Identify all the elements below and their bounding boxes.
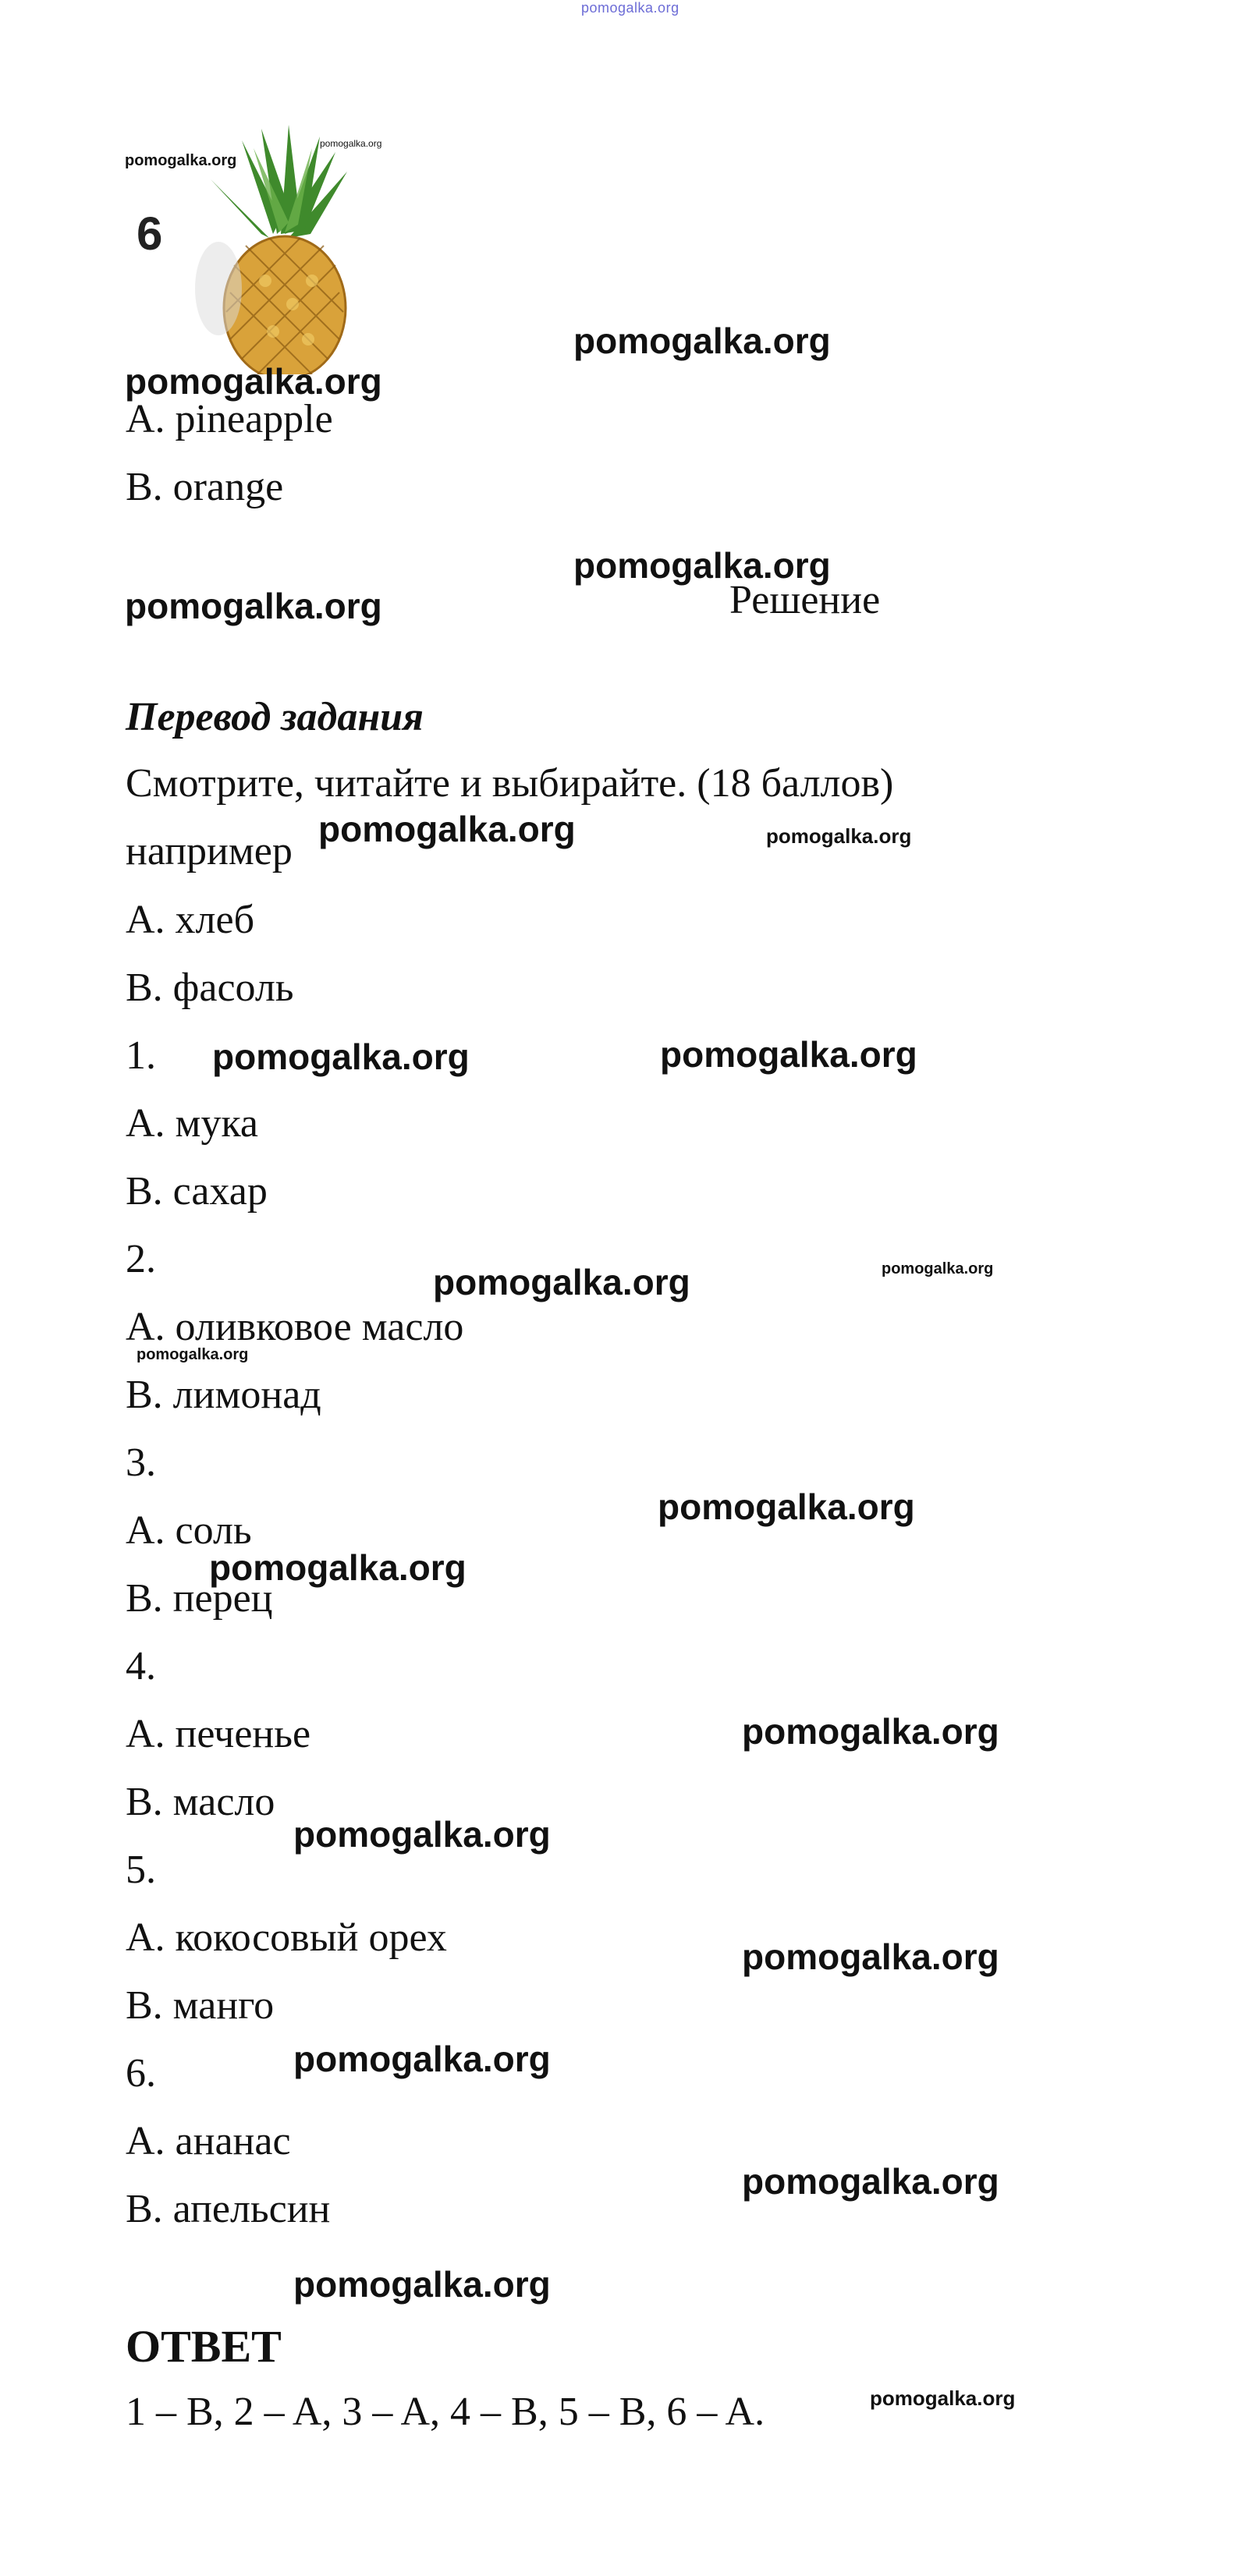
watermark: pomogalka.org (766, 824, 912, 848)
watermark: pomogalka.org (573, 321, 831, 361)
translation-line: А. печенье (126, 1712, 311, 1756)
watermark: pomogalka.org (293, 1814, 551, 1855)
translation-line: В. сахар (126, 1169, 268, 1214)
watermark: pomogalka.org (882, 1260, 994, 1277)
watermark: pomogalka.org (137, 1346, 249, 1363)
translation-line: 6. (126, 2051, 156, 2096)
solution-title: Решение (729, 578, 881, 622)
option-b-orange: B. orange (126, 465, 284, 509)
translation-line: А. оливковое масло (126, 1305, 464, 1349)
translation-line: 3. (126, 1440, 156, 1485)
translation-line: 1. (126, 1033, 156, 1078)
watermark: pomogalka.org (870, 2386, 1016, 2410)
watermark: pomogalka.org (742, 2161, 999, 2202)
translation-line: В. апельсин (126, 2187, 331, 2231)
example-label: например (126, 829, 293, 873)
watermark: pomogalka.org (660, 1034, 917, 1075)
watermark: pomogalka.org (742, 1711, 999, 1752)
watermark: pomogalka.org (658, 1486, 915, 1527)
header-site-link[interactable]: pomogalka.org (581, 0, 679, 16)
translation-line: 2. (126, 1237, 156, 1281)
translation-line: А. соль (126, 1508, 252, 1553)
watermark: pomogalka.org (433, 1262, 690, 1302)
watermark: pomogalka.org (125, 361, 382, 402)
translation-line: В. перец (126, 1576, 273, 1621)
watermark: pomogalka.org (293, 2264, 551, 2305)
translation-line: А. хлеб (126, 898, 255, 942)
translation-line: А. кокосовый орех (126, 1915, 447, 1960)
translation-line: А. мука (126, 1101, 259, 1146)
answer-text: 1 – B, 2 – A, 3 – A, 4 – B, 5 – B, 6 – A. (126, 2390, 765, 2434)
task-number: 6 (137, 207, 163, 260)
watermark: pomogalka.org (293, 2039, 551, 2079)
watermark: pomogalka.org (320, 138, 382, 149)
watermark: pomogalka.org (318, 809, 576, 849)
translation-heading: Перевод задания (126, 695, 424, 739)
translation-line: В. фасоль (126, 966, 294, 1010)
answer-heading: ОТВЕТ (126, 2321, 282, 2372)
translation-line: В. манго (126, 1983, 275, 2028)
translation-instruction: Смотрите, читайте и выбирайте. (18 баллов) (126, 761, 894, 806)
watermark: pomogalka.org (742, 1936, 999, 1977)
watermark: pomogalka.org (125, 586, 382, 626)
translation-line: 4. (126, 1644, 156, 1688)
watermark: pomogalka.org (573, 545, 831, 586)
watermark: pomogalka.org (212, 1036, 470, 1077)
translation-line: В. масло (126, 1780, 275, 1824)
translation-line: А. ананас (126, 2119, 291, 2163)
option-a-pineapple: A. pineapple (126, 397, 333, 441)
translation-line: В. лимонад (126, 1373, 321, 1417)
watermark: pomogalka.org (125, 152, 237, 169)
watermark: pomogalka.org (209, 1547, 467, 1588)
translation-line: 5. (126, 1848, 156, 1892)
